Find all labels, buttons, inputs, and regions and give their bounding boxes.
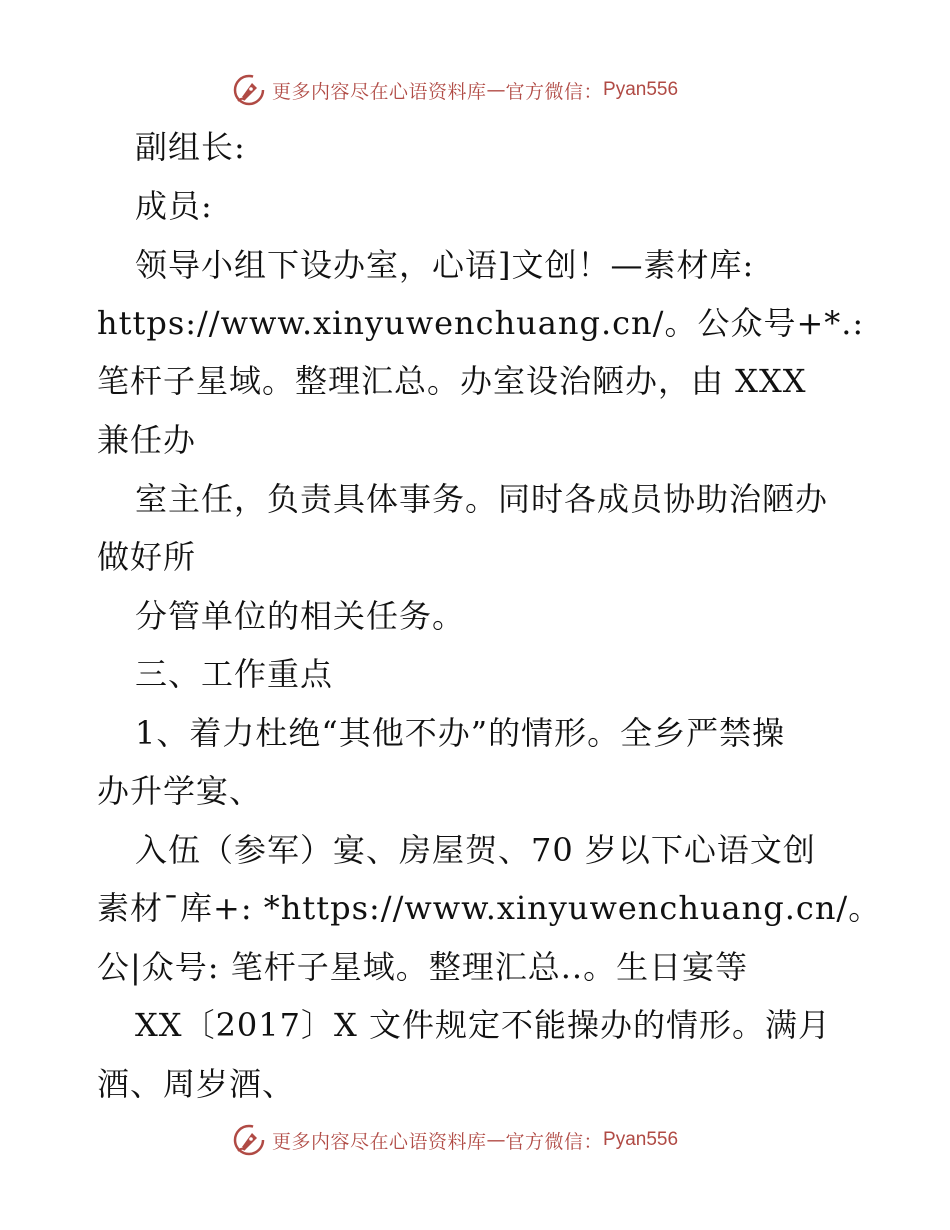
banner-label: 官方微信：	[505, 1130, 604, 1153]
body-line: 入伍（参军）宴、房屋贺、70 岁以下心语文创	[135, 831, 816, 869]
banner-separator: —	[486, 79, 506, 101]
banner-wechat-id: Pyan556	[603, 1129, 679, 1150]
banner-separator: —	[486, 1129, 506, 1151]
body-line: 办升学宴、	[97, 772, 263, 810]
body-line: 成员:	[135, 187, 213, 225]
body-line: 素材¯库+: *https://www.xinyuwenchuang.cn/。	[97, 889, 882, 927]
banner-text: 更多内容尽在心语资料库	[272, 80, 487, 103]
banner-wechat-id: Pyan556	[603, 79, 679, 100]
body-line: 做好所	[97, 538, 197, 576]
section-heading: 三、工作重点	[135, 655, 334, 693]
footer-banner	[232, 1120, 678, 1160]
body-line: 酒、周岁酒、	[97, 1065, 296, 1103]
body-line: 副组长:	[135, 128, 246, 166]
pen-nib-logo	[232, 1123, 266, 1157]
banner-text: 更多内容尽在心语资料库	[272, 1130, 487, 1153]
header-banner	[232, 70, 678, 110]
body-line: 分管单位的相关任务。	[135, 597, 466, 635]
body-line: 室主任，负责具体事务。同时各成员协助治陋办	[135, 480, 829, 518]
body-line: 1、着力杜绝“其他不办”的情形。全乡严禁操	[135, 714, 786, 752]
body-line: XX〔2017〕X 文件规定不能操办的情形。满月	[135, 1006, 831, 1044]
body-line: https://www.xinyuwenchuang.cn/。公众号+*.:	[97, 304, 865, 342]
banner-label: 官方微信：	[505, 80, 604, 103]
body-line: 领导小组下设办室，心语]文创！—素材库:	[135, 246, 755, 284]
pen-nib-logo	[232, 73, 266, 107]
body-line: 笔杆子星域。整理汇总。办室设治陋办，由 XXX	[97, 362, 807, 400]
body-line: 兼任办	[97, 421, 197, 459]
body-line: 公|众号: 笔杆子星域。整理汇总..。生日宴等	[97, 948, 749, 986]
